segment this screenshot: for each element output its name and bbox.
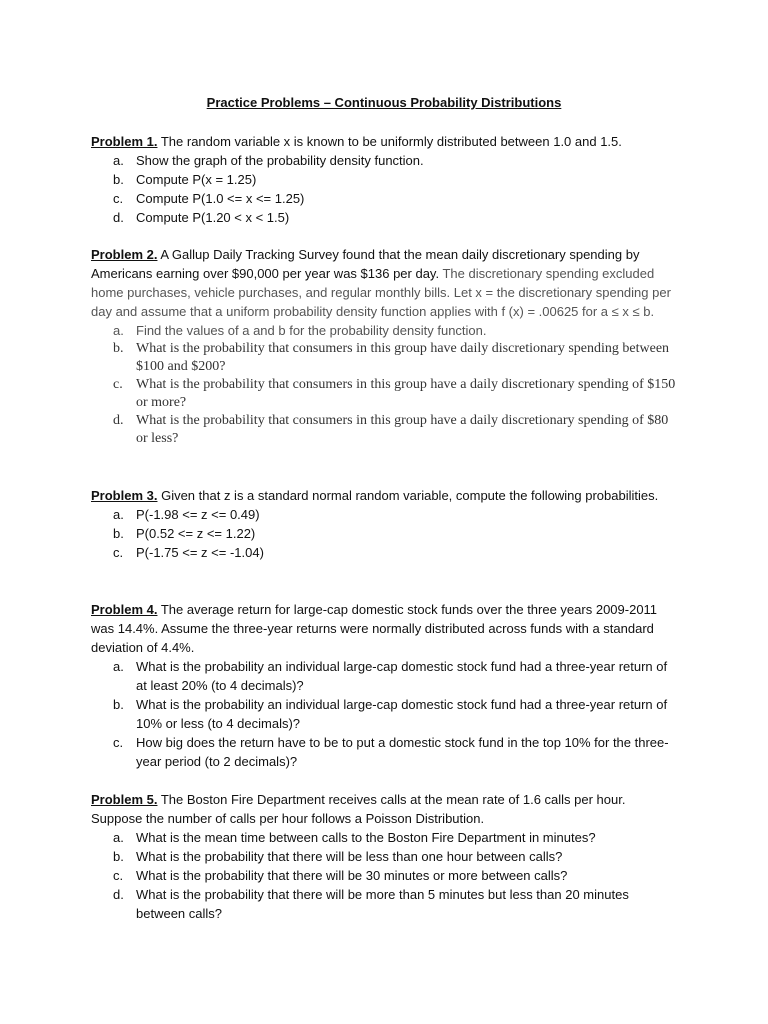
item-marker: a. [113,153,124,168]
page-title: Practice Problems – Continuous Probability Distributions [206,95,562,110]
problem-4 [91,600,676,771]
problem-label: Problem 4. [91,602,158,617]
problem-1 [91,132,676,227]
subquestion [113,733,676,771]
item-marker: d. [113,210,124,225]
subquestion-list [91,505,676,562]
problem-2 [91,245,676,448]
item-text: What is the mean time between calls to the Boston Fire Department in minutes? [136,830,596,845]
item-text: Compute P(1.20 < x < 1.5) [136,210,290,225]
problem-label: Problem 3. [91,488,158,503]
item-text: P(-1.75 <= z <= -1.04) [136,545,264,560]
subquestion [113,866,676,885]
item-marker: c. [113,735,124,750]
problem-intro: The average return for large-cap domestic stock funds over the three years 2009-2011 was 14.4%. Assume the three-year returns were normally distributed across funds with a standard deviation of 4.4%. [91,602,658,655]
problem-3 [91,486,676,562]
item-text: What is the probability that there will be more than 5 minutes but less than 20 minutes between calls? [136,887,629,921]
subquestion [113,376,676,412]
problem-intro: The Boston Fire Department receives calls at the mean rate of 1.6 calls per hour. Suppose the number of calls per hour follows a Poisson Distribution. [91,792,626,826]
subquestion [113,170,676,189]
problem-label: Problem 1. [91,134,158,149]
item-marker: b. [113,172,124,187]
subquestion [113,543,676,562]
item-marker: c. [113,191,124,206]
subquestion [113,505,676,524]
item-marker: a. [113,323,124,338]
item-marker: b. [113,341,124,356]
item-marker: d. [113,887,124,902]
item-text: Show the graph of the probability density function. [136,153,424,168]
problem-intro: Given that z is a standard normal random variable, compute the following probabilities. [157,488,659,503]
problem-statement [91,486,676,505]
subquestion [113,524,676,543]
item-text: How big does the return have to be to put a domestic stock fund in the top 10% for the three-year period (to 2 decimals)? [136,735,669,769]
problem-intro-continued: The discretionary spending excluded home purchases, vehicle purchases, and regular monthly bills. Let x = the discretionary spending per day and assume that a uniform probability density function applies with f (x) = .00625 for a ≤ x ≤ b. [91,266,671,319]
item-text: Compute P(1.0 <= x <= 1.25) [136,191,305,206]
subquestion-list [91,321,676,448]
item-text: P(0.52 <= z <= 1.22) [136,526,256,541]
item-text: What is the probability an individual large-cap domestic stock fund had a three-year return of at least 20% (to 4 decimals)? [136,659,668,693]
subquestion [113,412,676,448]
subquestion [113,828,676,847]
problem-intro: A Gallup Daily Tracking Survey found that the mean daily discretionary spending by Americans earning over $90,000 per year was $136 per day. [91,247,640,281]
subquestion [113,885,676,923]
problem-label: Problem 2. [91,247,158,262]
item-marker: c. [113,868,124,883]
subquestion [113,208,676,227]
item-text: What is the probability that consumers in this group have a daily discretionary spending of $80 or less? [136,413,669,446]
item-text: What is the probability that consumers in this group have a daily discretionary spending of $150 or more? [136,377,676,410]
subquestion [113,847,676,866]
item-text: What is the probability an individual large-cap domestic stock fund had a three-year return of 10% or less (to 4 decimals)? [136,697,668,731]
item-text: Compute P(x = 1.25) [136,172,257,187]
problem-5 [91,790,676,923]
problem-label: Problem 5. [91,792,158,807]
problem-statement [91,790,676,828]
subquestion-list [91,151,676,227]
subquestion [113,151,676,170]
item-text: What is the probability that consumers in this group have daily discretionary spending between $100 and $200? [136,341,670,374]
item-text: What is the probability that there will be 30 minutes or more between calls? [136,868,568,883]
subquestion [113,695,676,733]
problem-statement [91,245,676,321]
subquestion [113,321,676,340]
subquestion [113,340,676,376]
subquestion [113,657,676,695]
problem-intro: The random variable x is known to be uniformly distributed between 1.0 and 1.5. [157,134,622,149]
item-text: Find the values of a and b for the probability density function. [136,323,487,338]
item-marker: b. [113,697,124,712]
subquestion-list [91,657,676,771]
item-marker: a. [113,659,124,674]
item-marker: b. [113,526,124,541]
item-marker: d. [113,413,124,428]
problem-statement [91,600,676,657]
item-marker: c. [113,377,123,392]
subquestion-list [91,828,676,923]
problem-statement [91,132,676,151]
item-text: What is the probability that there will be less than one hour between calls? [136,849,563,864]
item-marker: a. [113,830,124,845]
item-text: P(-1.98 <= z <= 0.49) [136,507,260,522]
subquestion [113,189,676,208]
item-marker: b. [113,849,124,864]
item-marker: a. [113,507,124,522]
item-marker: c. [113,545,124,560]
